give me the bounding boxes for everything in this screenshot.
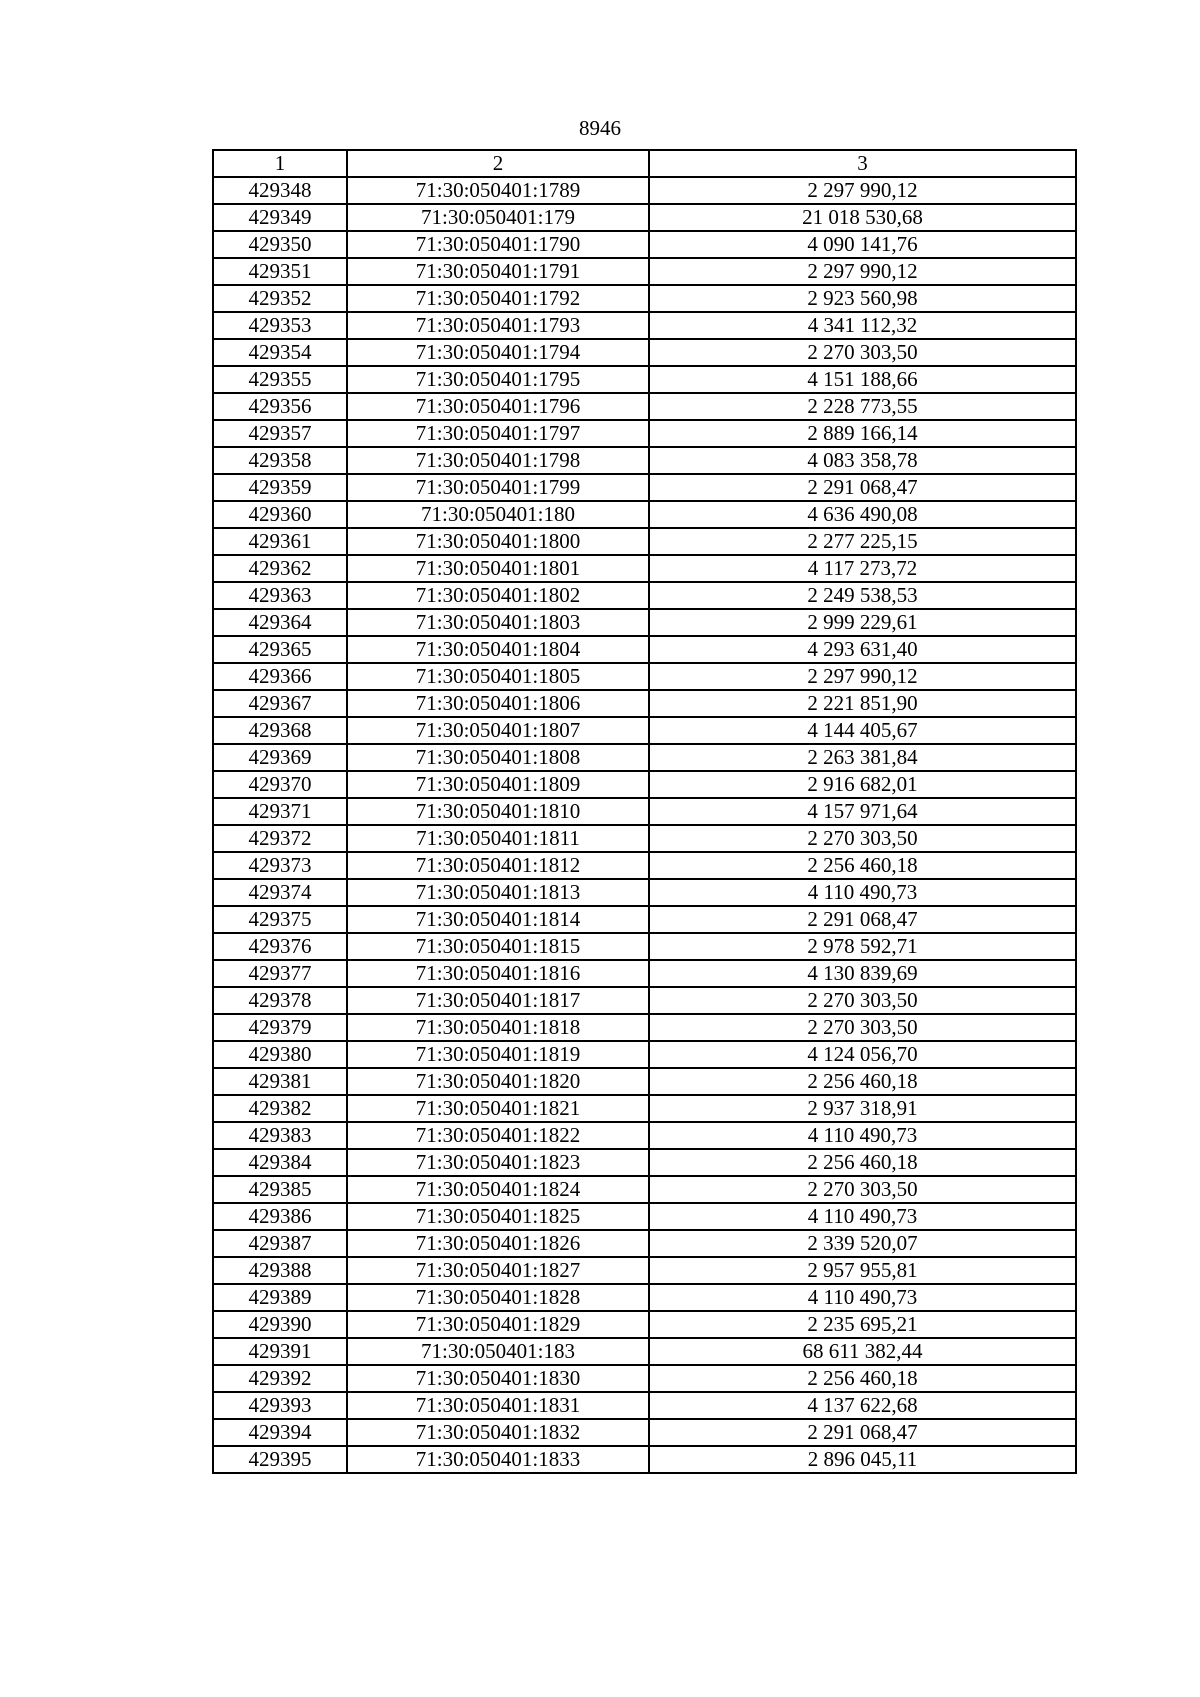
- table-row: [213, 285, 1076, 312]
- cadastral-number-cell: 71:30:050401:1829: [347, 1311, 649, 1338]
- cadastral-value-cell: 2 291 068,47: [649, 474, 1076, 501]
- cadastral-number-cell: 71:30:050401:1826: [347, 1230, 649, 1257]
- table-row: [213, 204, 1076, 231]
- table-row: [213, 798, 1076, 825]
- cadastral-value-table: [212, 149, 1077, 1474]
- cadastral-value-cell: 2 270 303,50: [649, 1014, 1076, 1041]
- cadastral-value-cell: 2 297 990,12: [649, 177, 1076, 204]
- cadastral-value-cell: 2 937 318,91: [649, 1095, 1076, 1122]
- cadastral-value-cell: 4 090 141,76: [649, 231, 1076, 258]
- cadastral-value-cell: 2 978 592,71: [649, 933, 1076, 960]
- cadastral-number-cell: 71:30:050401:1790: [347, 231, 649, 258]
- table-row: [213, 825, 1076, 852]
- table-body: [213, 177, 1076, 1473]
- table-row: [213, 1095, 1076, 1122]
- cadastral-value-cell: 2 256 460,18: [649, 1149, 1076, 1176]
- table-row: [213, 393, 1076, 420]
- table-row: [213, 474, 1076, 501]
- table-row: [213, 1446, 1076, 1473]
- table-row: [213, 339, 1076, 366]
- cadastral-value-cell: 68 611 382,44: [649, 1338, 1076, 1365]
- table-row: [213, 420, 1076, 447]
- cadastral-number-cell: 71:30:050401:1793: [347, 312, 649, 339]
- row-number-cell: 429348: [213, 177, 347, 204]
- table-row: [213, 312, 1076, 339]
- row-number-cell: 429366: [213, 663, 347, 690]
- table-row: [213, 744, 1076, 771]
- cadastral-number-cell: 71:30:050401:1815: [347, 933, 649, 960]
- row-number-cell: 429358: [213, 447, 347, 474]
- row-number-cell: 429386: [213, 1203, 347, 1230]
- cadastral-number-cell: 71:30:050401:1827: [347, 1257, 649, 1284]
- row-number-cell: 429364: [213, 609, 347, 636]
- table-row: [213, 852, 1076, 879]
- row-number-cell: 429384: [213, 1149, 347, 1176]
- row-number-cell: 429390: [213, 1311, 347, 1338]
- row-number-cell: 429368: [213, 717, 347, 744]
- row-number-cell: 429387: [213, 1230, 347, 1257]
- table-row: [213, 1338, 1076, 1365]
- cadastral-number-cell: 71:30:050401:1797: [347, 420, 649, 447]
- row-number-cell: 429353: [213, 312, 347, 339]
- cadastral-number-cell: 71:30:050401:1825: [347, 1203, 649, 1230]
- page-number: 8946: [579, 116, 621, 140]
- row-number-cell: 429381: [213, 1068, 347, 1095]
- row-number-cell: 429378: [213, 987, 347, 1014]
- cadastral-value-cell: 2 228 773,55: [649, 393, 1076, 420]
- cadastral-number-cell: 71:30:050401:1832: [347, 1419, 649, 1446]
- cadastral-number-cell: 71:30:050401:1810: [347, 798, 649, 825]
- table-row: [213, 1014, 1076, 1041]
- cadastral-value-cell: 2 297 990,12: [649, 663, 1076, 690]
- table-header: [213, 150, 1076, 177]
- cadastral-value-cell: 2 896 045,11: [649, 1446, 1076, 1473]
- table-row: [213, 1041, 1076, 1068]
- cadastral-number-cell: 71:30:050401:1791: [347, 258, 649, 285]
- row-number-cell: 429379: [213, 1014, 347, 1041]
- table-row: [213, 663, 1076, 690]
- table-row: [213, 1392, 1076, 1419]
- cadastral-value-cell: 2 889 166,14: [649, 420, 1076, 447]
- column-header-1: 1: [213, 150, 347, 177]
- cadastral-value-cell: 2 235 695,21: [649, 1311, 1076, 1338]
- cadastral-value-cell: 4 341 112,32: [649, 312, 1076, 339]
- cadastral-number-cell: 71:30:050401:183: [347, 1338, 649, 1365]
- cadastral-number-cell: 71:30:050401:1819: [347, 1041, 649, 1068]
- table-row: [213, 1284, 1076, 1311]
- cadastral-number-cell: 71:30:050401:1818: [347, 1014, 649, 1041]
- cadastral-value-cell: 2 957 955,81: [649, 1257, 1076, 1284]
- cadastral-number-cell: 71:30:050401:179: [347, 204, 649, 231]
- cadastral-value-cell: 2 339 520,07: [649, 1230, 1076, 1257]
- table-row: [213, 1311, 1076, 1338]
- row-number-cell: 429357: [213, 420, 347, 447]
- cadastral-number-cell: 71:30:050401:1801: [347, 555, 649, 582]
- row-number-cell: 429360: [213, 501, 347, 528]
- table-row: [213, 1365, 1076, 1392]
- row-number-cell: 429356: [213, 393, 347, 420]
- cadastral-number-cell: 71:30:050401:1816: [347, 960, 649, 987]
- table-row: [213, 933, 1076, 960]
- table-row: [213, 258, 1076, 285]
- cadastral-number-cell: 71:30:050401:1813: [347, 879, 649, 906]
- cadastral-value-cell: 4 110 490,73: [649, 1284, 1076, 1311]
- cadastral-number-cell: 71:30:050401:1798: [347, 447, 649, 474]
- cadastral-value-cell: 2 297 990,12: [649, 258, 1076, 285]
- table-row: [213, 636, 1076, 663]
- cadastral-value-cell: 2 270 303,50: [649, 987, 1076, 1014]
- row-number-cell: 429354: [213, 339, 347, 366]
- cadastral-number-cell: 71:30:050401:1807: [347, 717, 649, 744]
- cadastral-value-cell: 2 999 229,61: [649, 609, 1076, 636]
- cadastral-number-cell: 71:30:050401:1809: [347, 771, 649, 798]
- cadastral-number-cell: 71:30:050401:1833: [347, 1446, 649, 1473]
- cadastral-value-cell: 4 151 188,66: [649, 366, 1076, 393]
- cadastral-value-cell: 4 117 273,72: [649, 555, 1076, 582]
- table-row: [213, 1203, 1076, 1230]
- row-number-cell: 429367: [213, 690, 347, 717]
- cadastral-number-cell: 71:30:050401:1817: [347, 987, 649, 1014]
- cadastral-number-cell: 71:30:050401:1830: [347, 1365, 649, 1392]
- table-row: [213, 690, 1076, 717]
- table-row: [213, 609, 1076, 636]
- cadastral-number-cell: 71:30:050401:1803: [347, 609, 649, 636]
- cadastral-number-cell: 71:30:050401:1792: [347, 285, 649, 312]
- table-row: [213, 366, 1076, 393]
- table-row: [213, 1176, 1076, 1203]
- cadastral-number-cell: 71:30:050401:1831: [347, 1392, 649, 1419]
- row-number-cell: 429393: [213, 1392, 347, 1419]
- table-row: [213, 1068, 1076, 1095]
- cadastral-number-cell: 71:30:050401:1799: [347, 474, 649, 501]
- cadastral-value-cell: 4 124 056,70: [649, 1041, 1076, 1068]
- cadastral-value-cell: 2 256 460,18: [649, 852, 1076, 879]
- row-number-cell: 429395: [213, 1446, 347, 1473]
- table-row: [213, 906, 1076, 933]
- cadastral-number-cell: 71:30:050401:1812: [347, 852, 649, 879]
- table-row: [213, 879, 1076, 906]
- cadastral-number-cell: 71:30:050401:180: [347, 501, 649, 528]
- cadastral-value-cell: 4 144 405,67: [649, 717, 1076, 744]
- cadastral-number-cell: 71:30:050401:1824: [347, 1176, 649, 1203]
- cadastral-number-cell: 71:30:050401:1794: [347, 339, 649, 366]
- cadastral-value-cell: 4 157 971,64: [649, 798, 1076, 825]
- table-row: [213, 987, 1076, 1014]
- row-number-cell: 429361: [213, 528, 347, 555]
- cadastral-value-cell: 2 256 460,18: [649, 1365, 1076, 1392]
- column-header-3: 3: [649, 150, 1076, 177]
- table-row: [213, 771, 1076, 798]
- cadastral-value-cell: 4 083 358,78: [649, 447, 1076, 474]
- cadastral-value-cell: 2 270 303,50: [649, 339, 1076, 366]
- cadastral-number-cell: 71:30:050401:1806: [347, 690, 649, 717]
- column-header-2: 2: [347, 150, 649, 177]
- table-row: [213, 447, 1076, 474]
- table-row: [213, 528, 1076, 555]
- table-row: [213, 555, 1076, 582]
- row-number-cell: 429389: [213, 1284, 347, 1311]
- row-number-cell: 429350: [213, 231, 347, 258]
- cadastral-number-cell: 71:30:050401:1814: [347, 906, 649, 933]
- row-number-cell: 429355: [213, 366, 347, 393]
- row-number-cell: 429377: [213, 960, 347, 987]
- cadastral-number-cell: 71:30:050401:1805: [347, 663, 649, 690]
- cadastral-number-cell: 71:30:050401:1821: [347, 1095, 649, 1122]
- row-number-cell: 429394: [213, 1419, 347, 1446]
- table-row: [213, 1230, 1076, 1257]
- row-number-cell: 429352: [213, 285, 347, 312]
- cadastral-number-cell: 71:30:050401:1811: [347, 825, 649, 852]
- header-row: [213, 150, 1076, 177]
- row-number-cell: 429374: [213, 879, 347, 906]
- cadastral-number-cell: 71:30:050401:1823: [347, 1149, 649, 1176]
- cadastral-value-cell: 4 293 631,40: [649, 636, 1076, 663]
- row-number-cell: 429375: [213, 906, 347, 933]
- cadastral-value-cell: 2 249 538,53: [649, 582, 1076, 609]
- row-number-cell: 429373: [213, 852, 347, 879]
- cadastral-number-cell: 71:30:050401:1802: [347, 582, 649, 609]
- cadastral-number-cell: 71:30:050401:1800: [347, 528, 649, 555]
- row-number-cell: 429380: [213, 1041, 347, 1068]
- cadastral-number-cell: 71:30:050401:1804: [347, 636, 649, 663]
- table-row: [213, 960, 1076, 987]
- table-row: [213, 582, 1076, 609]
- row-number-cell: 429351: [213, 258, 347, 285]
- cadastral-number-cell: 71:30:050401:1820: [347, 1068, 649, 1095]
- cadastral-value-cell: 4 137 622,68: [649, 1392, 1076, 1419]
- row-number-cell: 429383: [213, 1122, 347, 1149]
- cadastral-value-cell: 2 291 068,47: [649, 906, 1076, 933]
- cadastral-number-cell: 71:30:050401:1796: [347, 393, 649, 420]
- table-row: [213, 1149, 1076, 1176]
- row-number-cell: 429349: [213, 204, 347, 231]
- table-row: [213, 1257, 1076, 1284]
- cadastral-number-cell: 71:30:050401:1789: [347, 177, 649, 204]
- row-number-cell: 429359: [213, 474, 347, 501]
- table-row: [213, 1419, 1076, 1446]
- cadastral-value-cell: 2 277 225,15: [649, 528, 1076, 555]
- cadastral-number-cell: 71:30:050401:1795: [347, 366, 649, 393]
- row-number-cell: 429385: [213, 1176, 347, 1203]
- row-number-cell: 429376: [213, 933, 347, 960]
- cadastral-number-cell: 71:30:050401:1828: [347, 1284, 649, 1311]
- row-number-cell: 429365: [213, 636, 347, 663]
- table-row: [213, 501, 1076, 528]
- cadastral-value-cell: 4 636 490,08: [649, 501, 1076, 528]
- row-number-cell: 429363: [213, 582, 347, 609]
- row-number-cell: 429372: [213, 825, 347, 852]
- table-row: [213, 1122, 1076, 1149]
- cadastral-value-cell: 4 110 490,73: [649, 879, 1076, 906]
- cadastral-value-cell: 2 256 460,18: [649, 1068, 1076, 1095]
- cadastral-value-cell: 2 291 068,47: [649, 1419, 1076, 1446]
- cadastral-value-cell: 4 130 839,69: [649, 960, 1076, 987]
- row-number-cell: 429392: [213, 1365, 347, 1392]
- row-number-cell: 429362: [213, 555, 347, 582]
- row-number-cell: 429391: [213, 1338, 347, 1365]
- cadastral-value-cell: 21 018 530,68: [649, 204, 1076, 231]
- cadastral-value-cell: 2 270 303,50: [649, 1176, 1076, 1203]
- row-number-cell: 429370: [213, 771, 347, 798]
- table-row: [213, 717, 1076, 744]
- cadastral-number-cell: 71:30:050401:1822: [347, 1122, 649, 1149]
- row-number-cell: 429371: [213, 798, 347, 825]
- cadastral-value-cell: 2 221 851,90: [649, 690, 1076, 717]
- row-number-cell: 429369: [213, 744, 347, 771]
- cadastral-value-cell: 2 263 381,84: [649, 744, 1076, 771]
- cadastral-value-cell: 2 270 303,50: [649, 825, 1076, 852]
- row-number-cell: 429382: [213, 1095, 347, 1122]
- table-row: [213, 177, 1076, 204]
- table-row: [213, 231, 1076, 258]
- cadastral-value-cell: 4 110 490,73: [649, 1203, 1076, 1230]
- cadastral-value-cell: 2 923 560,98: [649, 285, 1076, 312]
- cadastral-value-cell: 4 110 490,73: [649, 1122, 1076, 1149]
- cadastral-number-cell: 71:30:050401:1808: [347, 744, 649, 771]
- row-number-cell: 429388: [213, 1257, 347, 1284]
- cadastral-value-cell: 2 916 682,01: [649, 771, 1076, 798]
